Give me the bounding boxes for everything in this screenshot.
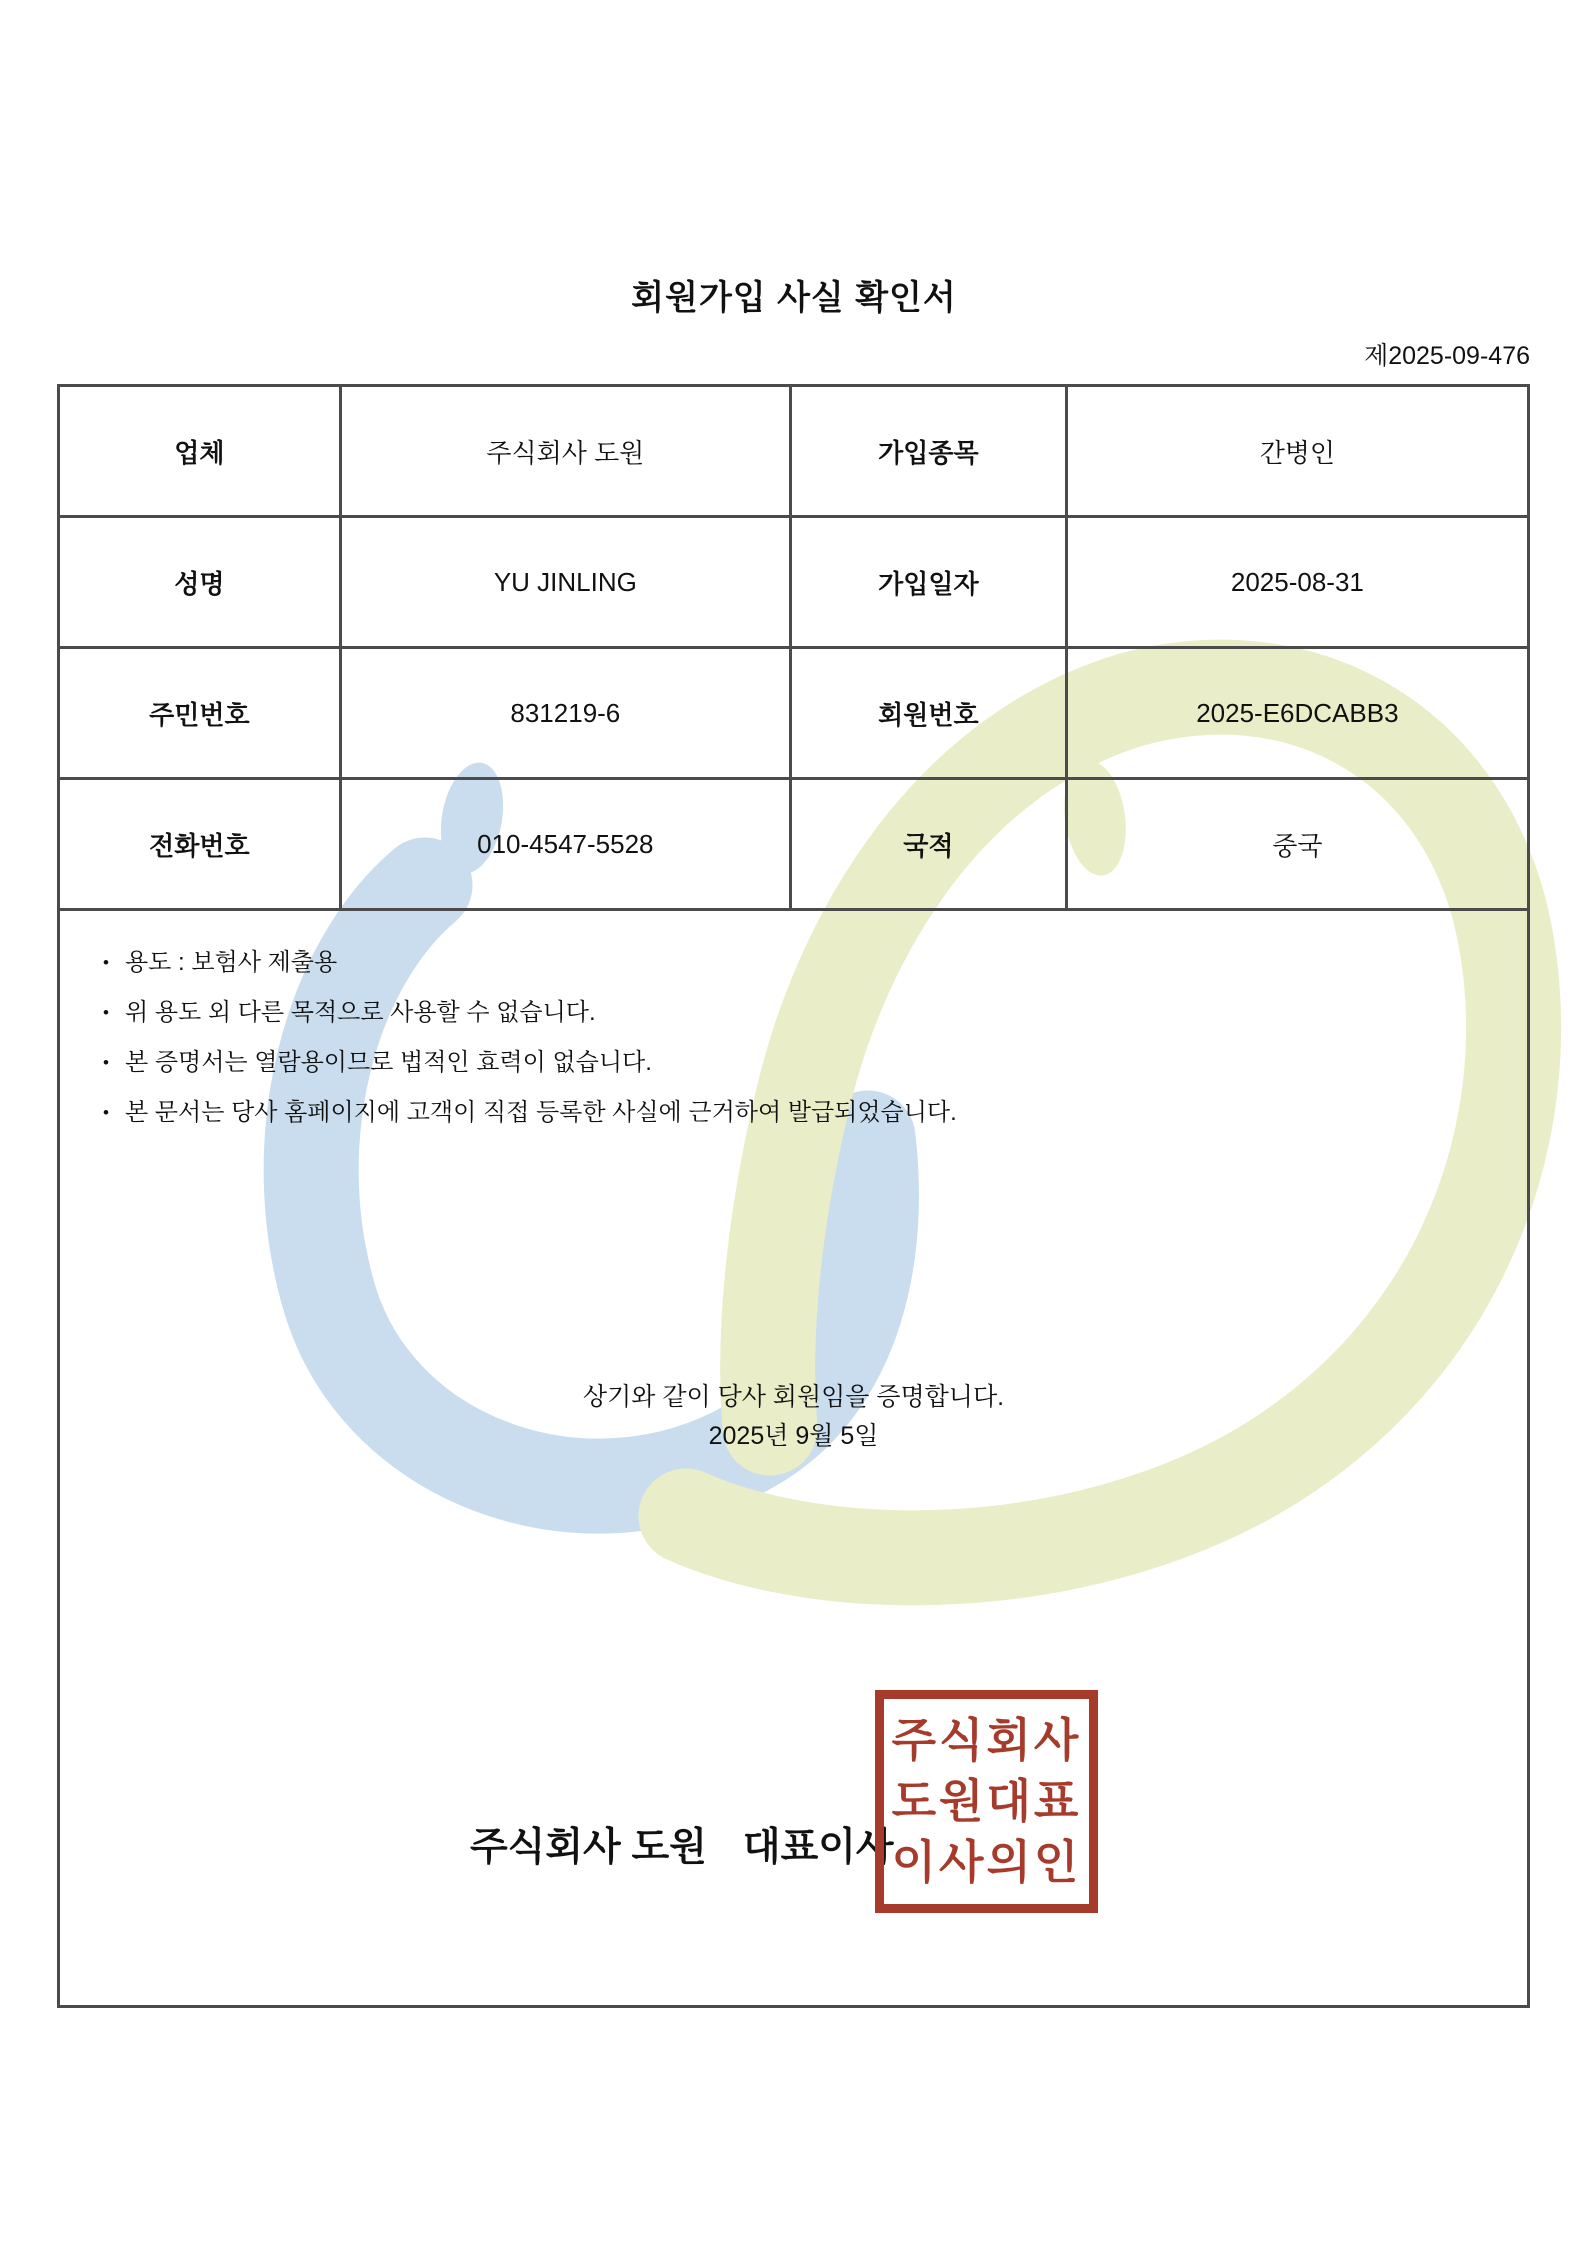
bullet-icon: • <box>103 953 109 972</box>
table-value-company: 주식회사 도원 <box>342 387 792 518</box>
seal-row: 도원대표 <box>891 1775 1082 1827</box>
bullet-icon: • <box>103 1053 109 1072</box>
table-label-company: 업체 <box>60 387 342 518</box>
table-value-member-number: 2025-E6DCABB3 <box>1068 649 1527 780</box>
note-item <box>103 998 957 1028</box>
document-number: 제2025-09-476 <box>1364 342 1530 370</box>
note-text: 용도 : 보험사 제출용 <box>125 949 338 976</box>
table-value-join-date: 2025-08-31 <box>1068 518 1527 649</box>
statement-line1: 상기와 같이 당사 회원임을 증명합니다. <box>582 1383 1005 1411</box>
signature-role: 대표이사 <box>742 1826 894 1869</box>
signature-line <box>470 1816 894 1872</box>
notes-list <box>103 948 957 1148</box>
statement-line2: 2025년 9월 5일 <box>708 1422 879 1450</box>
certificate-border-box <box>57 384 1530 2008</box>
table-value-name: YU JINLING <box>342 518 792 649</box>
table-value-phone: 010-4547-5528 <box>342 780 792 911</box>
company-seal-stamp <box>875 1690 1098 1913</box>
table-value-membership-type: 간병인 <box>1068 387 1527 518</box>
note-text: 본 문서는 당사 홈페이지에 고객이 직접 등록한 사실에 근거하여 발급되었습니다. <box>125 1099 957 1126</box>
note-item <box>103 948 957 978</box>
bullet-icon: • <box>103 1003 109 1022</box>
table-label-phone: 전화번호 <box>60 780 342 911</box>
table-label-resident-number: 주민번호 <box>60 649 342 780</box>
note-text: 위 용도 외 다른 목적으로 사용할 수 없습니다. <box>125 999 596 1026</box>
certification-statement <box>57 1378 1530 1456</box>
note-text: 본 증명서는 열람용이므로 법적인 효력이 없습니다. <box>125 1049 652 1076</box>
note-item <box>103 1098 957 1128</box>
membership-info-table <box>60 387 1527 911</box>
table-label-join-date: 가입일자 <box>792 518 1068 649</box>
seal-row: 이사의인 <box>891 1836 1082 1888</box>
table-label-membership-type: 가입종목 <box>792 387 1068 518</box>
page-title: 회원가입 사실 확인서 <box>631 279 957 317</box>
table-label-name: 성명 <box>60 518 342 649</box>
signature-company: 주식회사 도원 <box>470 1826 707 1869</box>
bullet-icon: • <box>103 1103 109 1122</box>
note-item <box>103 1048 957 1078</box>
table-label-nationality: 국적 <box>792 780 1068 911</box>
table-value-resident-number: 831219-6 <box>342 649 792 780</box>
seal-row: 주식회사 <box>891 1714 1082 1766</box>
table-label-member-number: 회원번호 <box>792 649 1068 780</box>
table-value-nationality: 중국 <box>1068 780 1527 911</box>
